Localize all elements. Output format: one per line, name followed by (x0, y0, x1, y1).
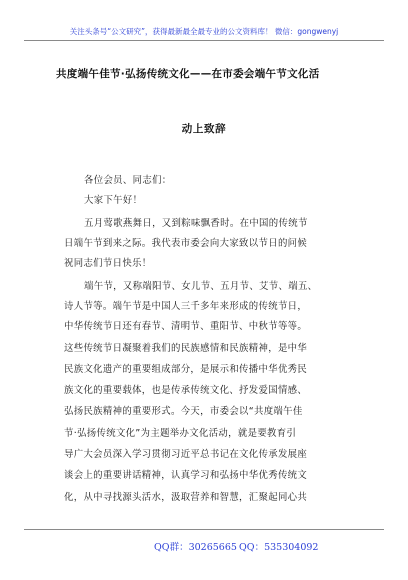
header-promo-text: 关注头条号“公文研究”，获得最新最全最专业的公文资料库！ 微信：gongwenyj (69, 27, 339, 36)
footer-qq-group: QQ群：30265665 (154, 542, 237, 553)
document-subtitle: 动上致辞 (181, 123, 227, 135)
body-line: 族文化的重要载体，也是传承传统文化、抒发爱国情感、 (64, 385, 308, 396)
body-line: 弘扬民族精神的重要形式。今天，市委会以“共度端午佳 (64, 406, 303, 417)
body-line: 化，从中寻找源头活水，汲取营养和智慧，汇聚起同心共 (64, 492, 308, 503)
page-footer (24, 529, 384, 552)
salutation-line: 各位会员、同志们： (84, 175, 172, 186)
body-line: 日端午节到来之际。我代表市委会向大家致以节日的问候 (64, 238, 308, 249)
body-line: 节·弘扬传统文化”为主题举办文化活动，就是要教育引 (64, 428, 297, 439)
body-line: 导广大会员深入学习贯彻习近平总书记在文化传承发展座 (64, 449, 308, 460)
footer-qq-number: QQ：535304092 (239, 542, 319, 553)
body-line: 诗人节等。端午节是中国人三千多年来形成的传统节日， (64, 301, 308, 312)
body-line: 谈会上的重要讲话精神，认真学习和弘扬中华优秀传统文 (64, 470, 308, 481)
document-title: 共度端午佳节·弘扬传统文化——在市委会端午节文化活 (56, 68, 320, 80)
body-line: 这些传统节日凝聚着我们的民族感情和民族精神，是中华 (64, 343, 308, 354)
greeting-line: 大家下午好！ (84, 195, 143, 206)
body-line: 中华传统节日还有春节、清明节、重阳节、中秋节等等。 (64, 321, 308, 332)
body-line: 五月莺歌燕舞日，又到粽味飘香时。在中国的传统节 (84, 218, 308, 229)
page-header (24, 14, 384, 41)
body-line: 民族文化遗产的重要组成部分，是展示和传播中华优秀民 (64, 364, 308, 375)
body-line: 祝同志们节日快乐！ (64, 258, 152, 269)
body-line: 端午节，又称端阳节、女儿节、五月节、艾节、端五、 (84, 281, 318, 292)
